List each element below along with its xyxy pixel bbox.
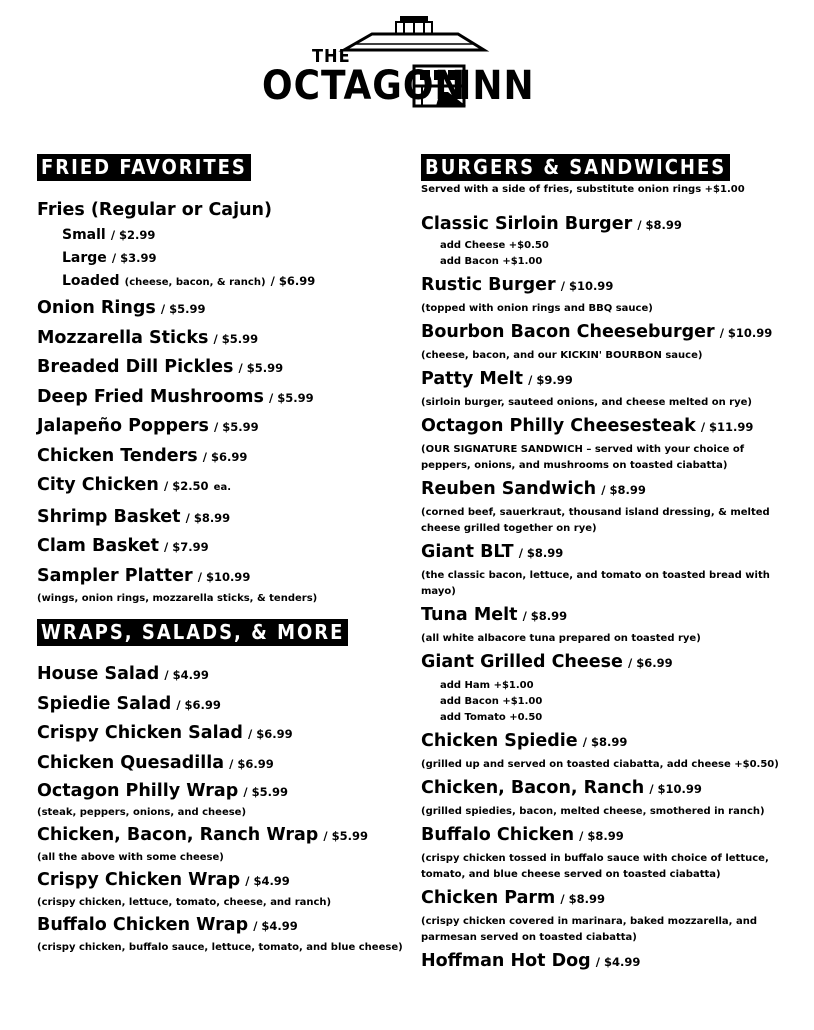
menu-item xyxy=(37,383,407,413)
item-desc: (steak, peppers, onions, and cheese) xyxy=(37,807,247,818)
item-addon: add Bacon +$1.00 xyxy=(440,256,543,267)
item-price: / $5.99 xyxy=(238,361,284,375)
logo-inn: INN xyxy=(458,63,535,109)
item-price: / $5.99 xyxy=(160,302,206,316)
menu-item xyxy=(37,532,407,562)
menu-item xyxy=(37,660,407,690)
item-name: Large xyxy=(62,250,107,266)
item-price: / $6.99 xyxy=(202,449,248,464)
item-price: / $5.99 xyxy=(214,420,259,434)
item-price: / $10.99 xyxy=(560,279,614,293)
item-name: Onion Rings xyxy=(37,298,156,318)
menu-item xyxy=(421,411,806,442)
item-desc: (cheese, bacon, and our KICKIN' BOURBON sauce) xyxy=(421,350,703,361)
item-price: / $8.99 xyxy=(522,609,568,623)
item-addon: add Tomato +0.50 xyxy=(440,712,543,723)
item-name: Chicken, Bacon, Ranch xyxy=(421,778,645,798)
item-name: Deep Fried Mushrooms xyxy=(37,386,264,407)
item-name: House Salad xyxy=(37,664,160,684)
menu-item xyxy=(421,647,806,678)
item-name: Reuben Sandwich xyxy=(421,479,597,499)
section-title-burgers-sandwiches: BURGERS & SANDWICHES xyxy=(421,154,730,181)
item-price: / $10.99 xyxy=(197,569,251,584)
menu-item xyxy=(421,726,806,757)
item-name: Fries (Regular or Cajun) xyxy=(37,200,273,220)
item-name: Classic Sirloin Burger xyxy=(421,214,633,234)
item-price: / $8.99 xyxy=(518,546,564,560)
item-name: Jalapeño Poppers xyxy=(37,416,209,436)
item-price: / $8.99 xyxy=(582,735,628,749)
wraps-list-described xyxy=(37,778,407,956)
menu-item xyxy=(421,211,806,238)
item-addon: add Ham +$1.00 xyxy=(440,680,534,691)
item-desc: (crispy chicken, buffalo sauce, lettuce, tomato, and blue cheese) xyxy=(37,942,403,953)
item-price: / $5.99 xyxy=(213,331,259,346)
menu-item xyxy=(421,600,806,631)
item-price: / $10.99 xyxy=(649,782,702,796)
left-column xyxy=(37,150,407,956)
menu-item xyxy=(37,324,407,354)
item-desc: (crispy chicken tossed in buffalo sauce with choice of lettuce, xyxy=(421,853,769,864)
menu-item xyxy=(421,883,806,914)
item-name: Chicken, Bacon, Ranch Wrap xyxy=(37,825,319,845)
item-desc: (wings, onion rings, mozzarella sticks, & tenders) xyxy=(37,593,318,604)
menu-item xyxy=(37,471,407,503)
item-name: Spiedie Salad xyxy=(37,693,172,714)
item-name: Chicken Spiedie xyxy=(421,731,578,751)
item-desc: (crispy chicken covered in marinara, baked mozzarella, and xyxy=(421,916,757,927)
menu-item-fries-large xyxy=(37,246,407,269)
menu-item xyxy=(37,503,407,533)
item-name: City Chicken xyxy=(37,475,159,495)
item-name: Clam Basket xyxy=(37,536,159,556)
item-price: / $11.99 xyxy=(700,420,754,434)
item-desc: (sirloin burger, sauteed onions, and cheese melted on rye) xyxy=(421,397,752,408)
item-price: / $5.99 xyxy=(323,829,368,843)
item-price: / $6.99 xyxy=(176,697,221,712)
item-name: Buffalo Chicken Wrap xyxy=(37,915,249,935)
fried-list xyxy=(37,294,407,591)
item-desc-line2: cheese grilled together on rye) xyxy=(421,523,597,534)
item-name: Crispy Chicken Salad xyxy=(37,723,243,743)
item-desc: (topped with onion rings and BBQ sauce) xyxy=(421,303,653,314)
item-price: / $2.50 xyxy=(163,479,209,493)
menu-item xyxy=(421,820,806,851)
item-name: Giant BLT xyxy=(421,542,514,562)
item-price: / $9.99 xyxy=(528,373,573,387)
item-price: / $6.99 xyxy=(270,274,316,288)
item-price: / $2.99 xyxy=(110,228,156,242)
item-price: / $7.99 xyxy=(164,540,209,554)
item-price: / $6.99 xyxy=(628,656,673,670)
item-price: / $4.99 xyxy=(595,955,641,969)
menu-item-fries xyxy=(37,197,407,294)
menu-item xyxy=(37,353,407,383)
item-desc: (all the above with some cheese) xyxy=(37,852,224,863)
item-name: Breaded Dill Pickles xyxy=(37,357,234,377)
burgers-list xyxy=(421,211,806,977)
menu-item xyxy=(37,749,407,779)
menu-item xyxy=(421,537,806,568)
menu-item xyxy=(37,562,407,592)
item-price: / $4.99 xyxy=(253,919,298,933)
section-title-wraps-salads: WRAPS, SALADS, & MORE xyxy=(37,619,348,646)
right-column xyxy=(421,150,806,977)
item-desc-line2: tomato, and blue cheese served on toasted ciabatta) xyxy=(421,869,721,880)
menu-item xyxy=(421,364,806,395)
item-name: Mozzarella Sticks xyxy=(37,327,209,348)
item-name: Small xyxy=(62,227,106,243)
item-name: Crispy Chicken Wrap xyxy=(37,870,241,890)
item-desc: (all white albacore tuna prepared on toasted rye) xyxy=(421,633,701,644)
item-name: Chicken Tenders xyxy=(37,445,198,466)
logo-the: THE xyxy=(312,46,351,67)
item-name: Giant Grilled Cheese xyxy=(421,652,623,672)
item-desc: (OUR SIGNATURE SANDWICH – served with your choice of xyxy=(421,444,745,455)
item-desc: (corned beef, sauerkraut, thousand island dressing, & melted xyxy=(421,507,770,518)
item-desc: (crispy chicken, lettuce, tomato, cheese, and ranch) xyxy=(37,897,332,908)
menu-item-fries-small xyxy=(37,223,407,246)
menu-item xyxy=(37,911,407,940)
menu-item xyxy=(37,442,407,472)
menu-item xyxy=(37,690,407,720)
menu-item xyxy=(421,474,806,505)
item-price: / $3.99 xyxy=(111,251,157,265)
item-price: / $4.99 xyxy=(164,668,209,682)
item-price: / $6.99 xyxy=(229,756,274,771)
item-desc-line2: peppers, onions, and mushrooms on toasted ciabatta) xyxy=(421,460,728,471)
menu-item xyxy=(421,317,806,348)
menu-item-fries-loaded xyxy=(37,269,407,294)
item-name: Sampler Platter xyxy=(37,565,193,586)
item-price: / $6.99 xyxy=(248,727,293,741)
item-addon: add Cheese +$0.50 xyxy=(440,240,549,251)
item-price: / $4.99 xyxy=(245,874,290,888)
menu-item xyxy=(37,412,407,442)
section-note: Served with a side of fries, substitute onion rings +$1.00 xyxy=(421,184,745,195)
item-name: Chicken Quesadilla xyxy=(37,752,225,773)
item-name: Loaded xyxy=(62,273,120,289)
item-price: / $10.99 xyxy=(719,326,773,340)
menu-item xyxy=(421,773,806,804)
item-name: Rustic Burger xyxy=(421,275,556,295)
item-price: / $8.99 xyxy=(560,892,605,906)
item-name: Octagon Philly Cheesesteak xyxy=(421,416,696,436)
menu-item xyxy=(37,778,407,805)
menu-item xyxy=(37,294,407,324)
menu-item xyxy=(37,821,407,850)
item-name: Tuna Melt xyxy=(421,605,518,625)
item-name: Chicken Parm xyxy=(421,888,556,908)
item-price: / $8.99 xyxy=(185,510,231,525)
item-name: Buffalo Chicken xyxy=(421,825,575,845)
item-price: / $8.99 xyxy=(579,829,624,843)
item-desc-line2: parmesan served on toasted ciabatta) xyxy=(421,932,637,943)
item-unit: ea. xyxy=(213,482,232,493)
item-price: / $5.99 xyxy=(243,785,288,799)
menu-item xyxy=(421,946,806,977)
item-addon: add Bacon +$1.00 xyxy=(440,696,543,707)
item-price: / $5.99 xyxy=(269,390,314,405)
menu-item xyxy=(37,866,407,895)
menu-item xyxy=(37,719,407,749)
section-title-fried-favorites: FRIED FAVORITES xyxy=(37,154,251,181)
item-price: / $8.99 xyxy=(637,218,682,232)
restaurant-logo xyxy=(262,14,538,110)
item-desc: (grilled spiedies, bacon, melted cheese, smothered in ranch) xyxy=(421,806,765,817)
item-note: (cheese, bacon, & ranch) xyxy=(124,277,266,288)
item-name: Patty Melt xyxy=(421,369,524,389)
item-price: / $8.99 xyxy=(601,483,646,497)
item-desc: (grilled up and served on toasted ciabatta, add cheese +$0.50) xyxy=(421,759,779,770)
menu-item xyxy=(421,270,806,301)
item-name: Hoffman Hot Dog xyxy=(421,951,591,971)
logo-octagon: OCTAGON xyxy=(262,63,466,109)
wraps-list xyxy=(37,660,407,778)
item-name: Shrimp Basket xyxy=(37,506,181,527)
item-name: Octagon Philly Wrap xyxy=(37,781,239,801)
item-name: Bourbon Bacon Cheeseburger xyxy=(421,322,715,342)
item-desc: (the classic bacon, lettuce, and tomato on toasted bread with mayo) xyxy=(421,570,770,597)
